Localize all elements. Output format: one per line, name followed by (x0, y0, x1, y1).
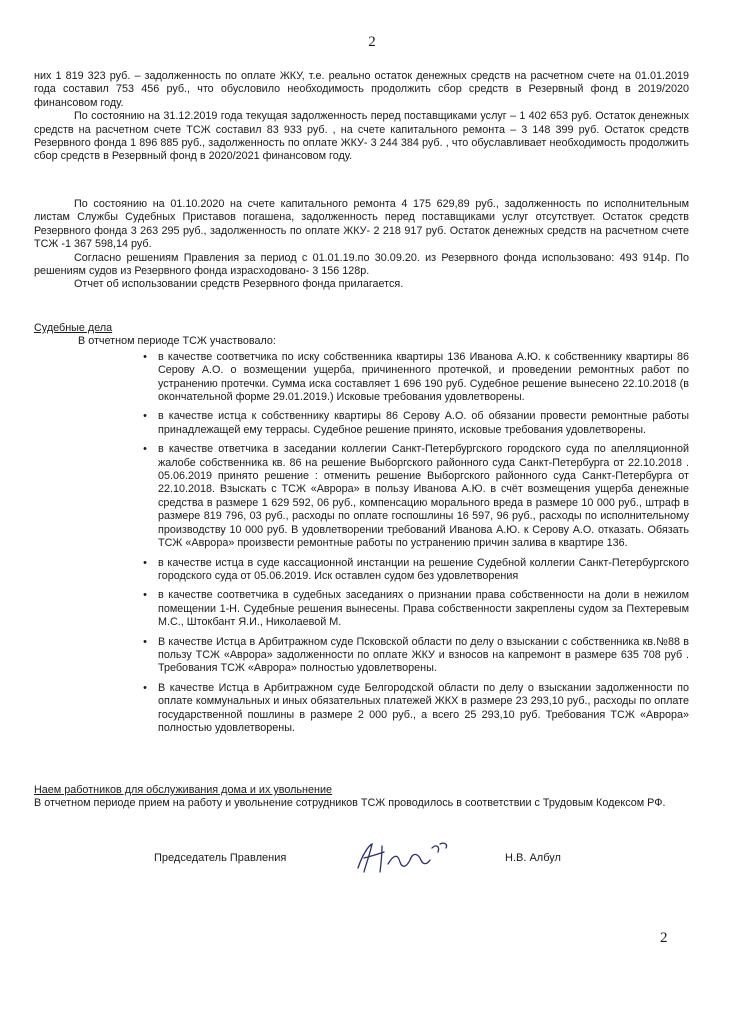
paragraph-status-2020: По состоянию на 01.10.2020 на счете капитального ремонта 4 175 629,89 руб., задолженность по исполнительным листам Службы Судебных Приставов погашена, задолженность перед поставщиками услуг отсутствует. Остаток средств Резервного фонда 3 263 295 руб., задолженность по оплате ЖКУ- 2 218 917 руб. Остаток денежных средств на расчетном счете ТСЖ -1 367 598,14 руб. (34, 198, 689, 251)
list-item: • в качестве истца к собственнику квартиры 86 Серову А.О. об обязании провести ремонтные работы принадлежащей ему террасы. Судебное решение принято, исковые требования удовлетворены. (158, 410, 689, 437)
signatory-name: Н.В. Албул (505, 852, 561, 864)
finance-section-top (34, 70, 689, 164)
paragraph-status-2019: По состоянию на 31.12.2019 года текущая задолженность перед поставщиками услуг – 1 402 653 руб. Остаток денежных средств на расчетном счете ТСЖ составил 83 933 руб. , на счете капитального ремонта – 3 148 399 руб. Остаток средств Резервного фонда 1 896 885 руб., задолженность по оплате ЖКУ- 3 244 384 руб. , что обуславливает необходимость продолжить сбор средств в Резервный фонд в 2020/2021 финансовом году. (34, 110, 689, 163)
bullet-icon: • (143, 681, 147, 694)
bullet-icon: • (143, 589, 147, 602)
list-item: • в качестве соответчика в судебных заседаниях о признании права собственности на доли в нежилом помещении 1-Н. Судебные решения вынесены. Права собственности закреплены судом за Пехтеревым М.С., Штокбант Я.И., Николаевой М. (158, 589, 689, 629)
staff-heading: Наем работников для обслуживания дома и их увольнение (34, 784, 333, 796)
bullet-icon: • (143, 556, 147, 569)
bullet-icon: • (143, 635, 147, 648)
staff-text: В отчетном периоде прием на работу и увольнение сотрудников ТСЖ проводилось в соответствии с Трудовым Кодексом РФ. (34, 797, 666, 810)
paragraph-reserve-usage: Согласно решениям Правления за период с 01.01.19.по 30.09.20. из Резервного фонда использовано: 493 914р. По решениям судов из Резервного фонда израсходовано- 3 156 128р. (34, 251, 689, 278)
bullet-icon: • (143, 350, 147, 363)
bullet-icon: • (143, 410, 147, 423)
signatory-title: Председатель Правления (154, 852, 287, 864)
signature-row (0, 852, 744, 882)
court-cases-section (34, 322, 689, 741)
staff-section (34, 784, 689, 811)
paragraph-debt-2019: них 1 819 323 руб. – задолженность по оплате ЖКУ, т.е. реально остаток денежных средств на расчетном счете на 01.01.2019 года составил 753 456 руб., что обусловило необходимость продолжить сбор средств в Резервный фонд в 2019/2020 финансовом году. (34, 70, 689, 109)
page-number-bottom: 2 (660, 930, 668, 946)
list-item: • в качестве истца в суде кассационной инстанции на решение Судебной коллегии Санкт-Петербургского городского суда от 05.06.2019. Иск оставлен судом без удовлетворения (158, 557, 689, 584)
page-number-top: 2 (368, 34, 376, 50)
court-cases-heading: Судебные дела (34, 322, 113, 334)
paragraph-report-attached: Отчет об использовании средств Резервного фонда прилагается. (74, 278, 404, 291)
list-item: • В качестве Истца в Арбитражном суде Псковской области по делу о взыскании с собственника кв.№88 в пользу ТСЖ «Аврора» задолженности по оплате ЖКУ и взносов на капремонт в размере 635 708 руб . Требования ТСЖ «Аврора» полностью удовлетворены. (158, 636, 689, 676)
bullet-icon: • (143, 443, 147, 456)
list-item: • в качестве ответчика в заседании коллегии Санкт-Петербургского городского суда по апелляционной жалобе собственника кв. 86 на решение Выборгского районного суда Санкт-Петербурга от 22.10.2018 . 05.06.2019 принято решение : отменить решение Выборгского районного суда Санкт-Петербурга от 22.10.2018. Взыскать с ТСЖ «Аврора» в пользу Иванова А.Ю. в счёт возмещения ущерба денежные средства в размере 1 629 592, 06 руб., компенсацию морального вреда в размере 10 000 руб., штраф в размере 819 796, 03 руб., расходы по оплате госпошлины 16 597, 96 руб., расходы по исполнительному производству 10 000 руб. В удовлетворении требований Иванова А.Ю. к Серову А.О. отказать. Обязать ТСЖ «Аврора» произвести ремонтные работы по устранению причин залива в квартире 136. (158, 443, 689, 550)
list-item: • в качестве соответчика по иску собственника квартиры 136 Иванова А.Ю. к собственнику квартиры 86 Серову А.О. о возмещении ущерба, причиненного протечкой, и проведении ремонтных работ по устранению протечки. Сумма иска составляет 1 696 190 руб. Судебное решение вынесено 22.10.2018 (в окончательной форме 29.01.2019.) Исковые требования удовлетворены. (158, 351, 689, 405)
finance-section-mid (34, 198, 689, 292)
list-item: • В качестве Истца в Арбитражном суде Белгородской области по делу о взыскании задолженности по оплате коммунальных и иных обязательных платежей ЖКХ в размере 23 293,10 руб., расходы по оплате государственной пошлины в размере 2 000 руб., а всего 25 293,10 руб. Требования ТСЖ «Аврора» полностью удовлетворены. (158, 682, 689, 736)
handwritten-signature-icon (348, 838, 458, 878)
court-cases-intro: В отчетном периоде ТСЖ участвовало: (78, 335, 276, 348)
court-cases-list (34, 351, 689, 736)
